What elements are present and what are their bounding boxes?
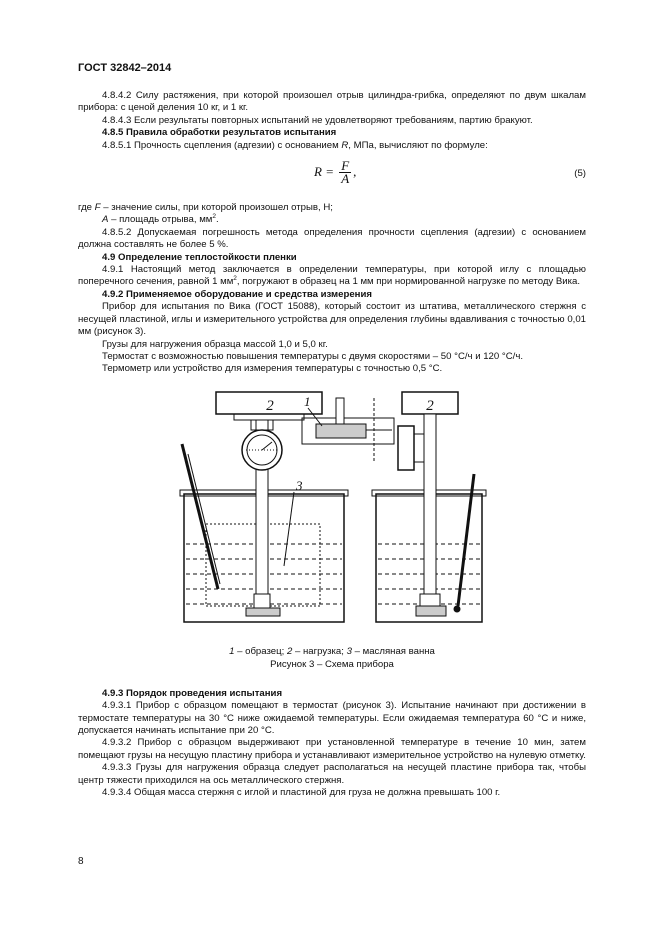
sample-right — [416, 606, 446, 616]
paragraph-4852: 4.8.5.2 Допускаемая погрешность метода определения прочности сцепления (адгезии) с основанием должна составлять не более 5 %. — [78, 226, 586, 251]
label-load-right: 2 — [426, 397, 434, 414]
paragraph-4931: 4.9.3.1 Прибор с образцом помещают в термостат (рисунок 3). Испытание начинают при достижении в термостате температуры на 30 °С ниже ожидаемой температуры. Если ожидаемая температура 60 °С и ниже, допускается начинать испытание при 20 °С. — [78, 700, 586, 736]
page-number: 8 — [78, 856, 84, 867]
heading-49: 4.9 Определение теплостойкости пленки — [102, 251, 297, 263]
figure-legend: 1 – образец; 2 – нагрузка; 3 – масляная ванна — [229, 645, 435, 657]
apparatus-diagram — [176, 384, 488, 638]
right-dial-gauge — [398, 426, 414, 470]
sample-left — [246, 608, 280, 616]
body-text — [78, 90, 586, 799]
paragraph-4851: 4.8.5.1 Прочность сцепления (адгезии) с основанием R, МПа, вычисляют по формуле: — [102, 139, 488, 151]
label-load-left: 2 — [266, 397, 274, 414]
paragraph-4932: 4.9.3.2 Прибор с образцом выдерживают при установленной температуре в течение 10 мин, затем помещают грузы на несущую пластину прибора и устанавливают измерительное устройство на нулевую отметку. — [78, 737, 586, 761]
formula-5 — [78, 156, 586, 196]
paragraph-thermostat: Термостат с возможностью повышения температуры с двумя скоростями – 50 °С/ч и 120 °С/ч. — [102, 350, 523, 362]
heading-493: 4.9.3 Порядок проведения испытания — [102, 687, 283, 699]
paragraph-4933: 4.9.3.3 Грузы для нагружения образца следует располагаться на несущей пластине прибора так, чтобы центр тяжести приходился на ось металлического стержня. — [78, 762, 586, 786]
page-header: ГОСТ 32842–2014 — [78, 62, 172, 74]
where-a: A – площадь отрыва, $мм^2$. — [102, 213, 219, 226]
figure-3 — [78, 384, 586, 676]
formula-expression: R = $\frac{F}{A}$ , — [314, 158, 357, 187]
paragraph-4934: 4.9.3.4 Общая масса стержня с иглой и пластиной для груза не должна превышать 100 г. — [102, 786, 501, 798]
where-f: где F – значение силы, при которой произошел отрыв, Н; — [78, 202, 333, 214]
right-rod — [424, 414, 436, 616]
heading-485: 4.8.5 Правила обработки результатов испытания — [102, 127, 337, 139]
paragraph-4843: 4.8.4.3 Если результаты повторных испытаний не удовлетворяют требованиям, партию бракуют. — [102, 114, 533, 126]
paragraph-thermometer: Термометр или устройство для измерения температуры с точностью 0,5 °С. — [102, 363, 443, 375]
figure-caption: Рисунок 3 – Схема прибора — [270, 658, 394, 670]
label-sample: 1 — [304, 393, 311, 409]
paragraph-weights: Грузы для нагружения образца массой 1,0 и 5,0 кг. — [102, 338, 328, 350]
paragraph-equipment: Прибор для испытания по Вика (ГОСТ 15088), который состоит из штатива, металлического стержня с несущей пластиной, иглы и измерительного устройства для определения глубины вдавливания с точностью 0,01 мм (рисунок 3). — [78, 301, 586, 338]
heading-492: 4.9.2 Применяемое оборудование и средства измерения — [102, 288, 372, 300]
paragraph-491: 4.9.1 Настоящий метод заключается в определении температуры, при которой иглу с площадью поперечного сечения, равной 1 $мм^2$, погружают в образец на 1 мм при нормированной нагрузке по методу Вика. — [78, 264, 586, 288]
sample-detail — [316, 424, 366, 438]
formula-number: (5) — [574, 168, 586, 180]
paragraph-4842: 4.8.4.2 Силу растяжения, при которой произошел отрыв цилиндра-грибка, определяют по двум шкалам прибора: с ценой деления 10 кг, и 1 кг. — [78, 90, 586, 114]
label-bath-left: 3 — [296, 477, 303, 493]
left-thermometer — [182, 444, 218, 589]
